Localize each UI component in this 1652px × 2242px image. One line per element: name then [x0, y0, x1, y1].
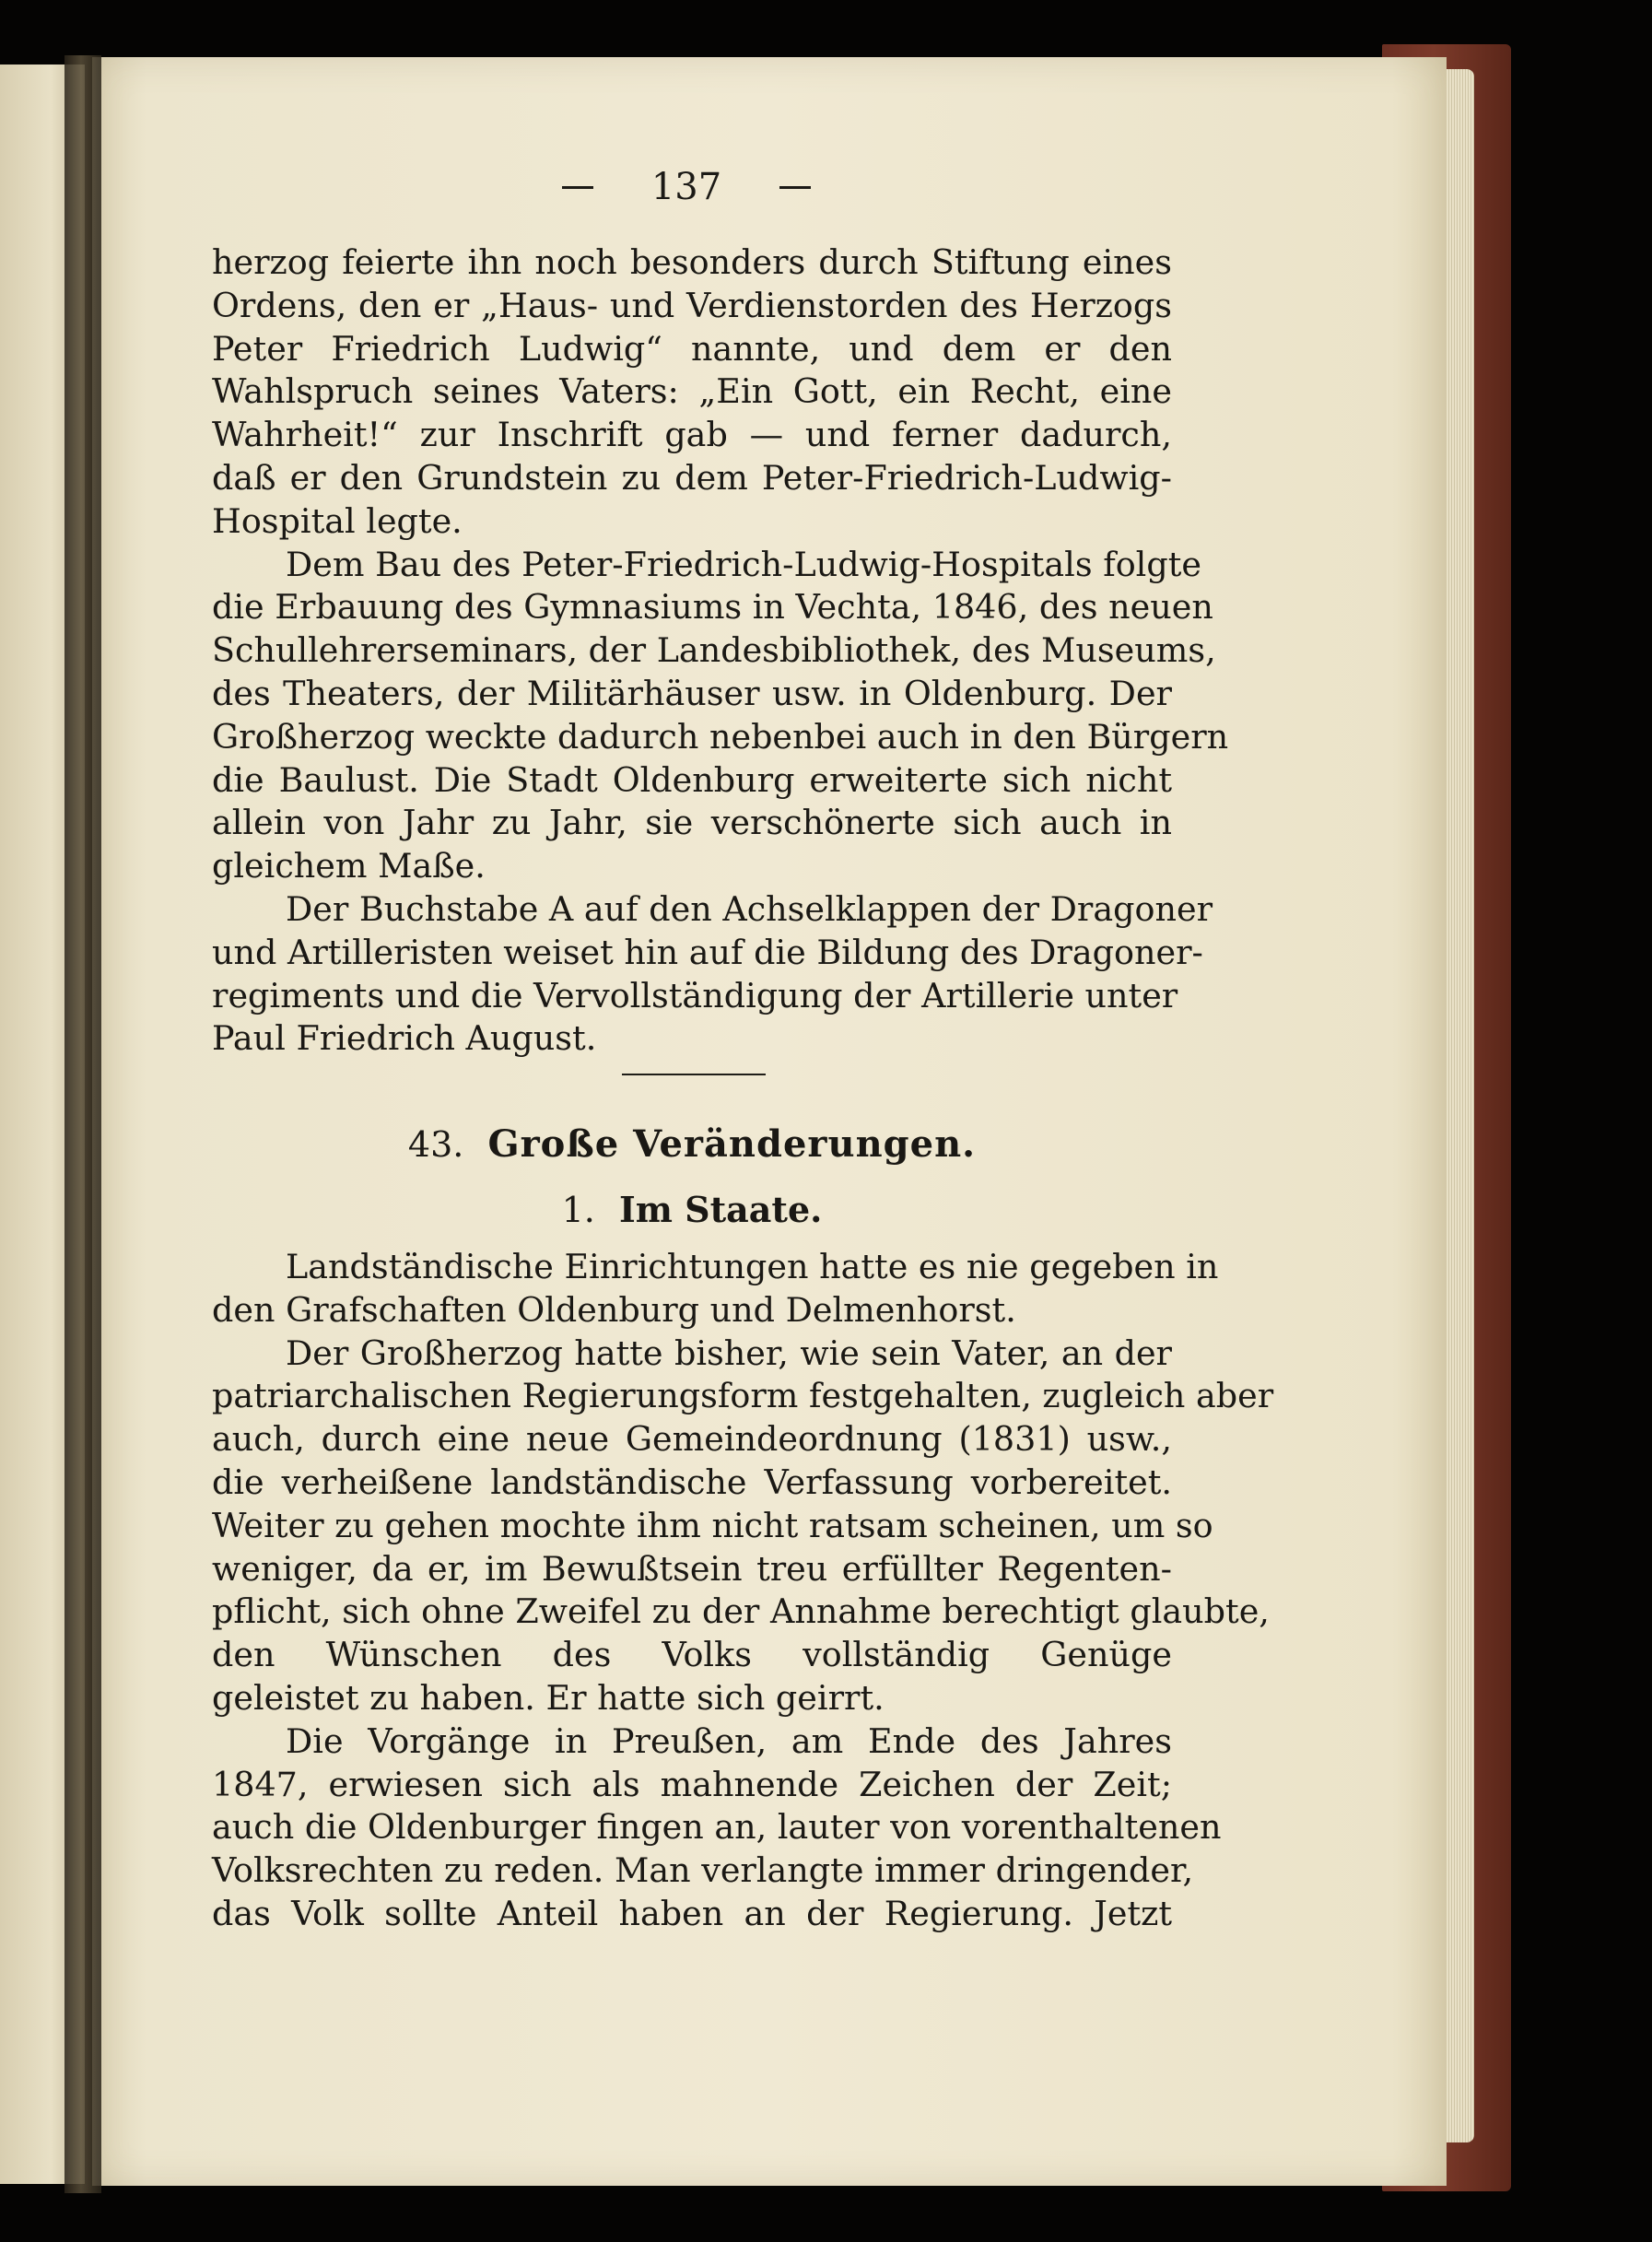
text-line: herzog feierte ihn noch besonders durch Stiftung eines: [212, 242, 1172, 282]
page-number: 137: [650, 166, 722, 208]
section-number: 43.: [407, 1124, 464, 1165]
text-line: Hospital legte.: [212, 500, 463, 541]
text-line: Großherzog weckte dadurch nebenbei auch in den Bürgern: [212, 716, 1229, 757]
text-line: gleichem Maße.: [212, 846, 486, 886]
text-line: Dem Bau des Peter-Friedrich-Ludwig-Hospitals folgte: [286, 544, 1201, 584]
text-line: weniger, da er, im Bewußtsein treu erfüllter Regenten-: [212, 1548, 1172, 1589]
subsection-number: 1.: [561, 1190, 595, 1230]
text-line: Wahrheit!“ zur Inschrift gab — und ferner dadurch,: [212, 415, 1172, 455]
text-line: das Volk sollte Anteil haben an der Regierung. Jetzt: [212, 1893, 1172, 1933]
text-line: Landständische Einrichtungen hatte es nie gegeben in: [286, 1247, 1219, 1286]
text-line: patriarchalischen Regierungsform festgehalten, zugleich aber: [212, 1376, 1274, 1416]
text-line: die verheißene landständische Verfassung vorbereitet.: [212, 1461, 1172, 1502]
subsection-heading: [212, 1189, 1172, 1230]
header-dash-left: [562, 186, 593, 189]
text-line: Paul Friedrich August.: [212, 1018, 597, 1059]
text-line: Der Buchstabe A auf den Achselklappen der Dragoner: [286, 888, 1213, 929]
text-line: auch die Oldenburger fingen an, lauter von vorenthaltenen: [212, 1807, 1222, 1848]
text-line: regiments und die Vervollständigung der Artillerie unter: [212, 975, 1178, 1015]
text-line: auch, durch eine neue Gemeindeordnung (1831) usw.,: [212, 1419, 1172, 1460]
text-line: des Theaters, der Militärhäuser usw. in Oldenburg. Der: [212, 673, 1172, 713]
text-line: pflicht, sich ohne Zweifel zu der Annahme berechtigt glaubte,: [212, 1591, 1270, 1632]
text-line: Die Vorgänge in Preußen, am Ende des Jahres: [286, 1720, 1172, 1761]
subsection-title: Im Staate.: [618, 1189, 823, 1230]
section-divider: [622, 1074, 766, 1075]
text-line: Peter Friedrich Ludwig“ nannte, und dem er den: [212, 328, 1172, 369]
text-line: Volksrechten zu reden. Man verlangte immer dringender,: [212, 1850, 1194, 1891]
text-line: Der Großherzog hatte bisher, wie sein Vater, an der: [286, 1332, 1172, 1373]
text-block-upper: [212, 241, 1229, 1061]
text-line: die Erbauung des Gymnasiums in Vechta, 1846, des neuen: [212, 587, 1213, 628]
text-line: Schullehrerseminars, der Landesbibliothek, des Museums,: [212, 630, 1216, 671]
text-line: 1847, erwiesen sich als mahnende Zeichen der Zeit;: [212, 1764, 1172, 1804]
text-line: und Artilleristen weiset hin auf die Bildung des Dragoner-: [212, 932, 1203, 972]
text-line: die Baulust. Die Stadt Oldenburg erweiterte sich nicht: [212, 759, 1172, 800]
text-line: Ordens, den er „Haus- und Verdienstorden des Herzogs: [212, 285, 1172, 325]
section-title: Große Veränderungen.: [487, 1122, 977, 1166]
header-dash-right: [779, 186, 811, 189]
text-line: geleistet zu haben. Er hatte sich geirrt.: [212, 1677, 885, 1718]
text-line: allein von Jahr zu Jahr, sie verschönerte sich auch in: [212, 803, 1172, 843]
text-block-lower: [212, 1246, 1274, 1936]
page-header: [562, 166, 811, 208]
text-line: den Grafschaften Oldenburg und Delmenhorst.: [212, 1289, 1016, 1330]
text-line: Weiter zu gehen mochte ihm nicht ratsam scheinen, um so: [212, 1505, 1213, 1545]
section-heading: [212, 1122, 1172, 1166]
book-gutter: [64, 55, 101, 2193]
text-line: daß er den Grundstein zu dem Peter-Friedrich-Ludwig-: [212, 457, 1172, 498]
text-line: Wahlspruch seines Vaters: „Ein Gott, ein Recht, eine: [212, 371, 1172, 412]
text-line: den Wünschen des Volks vollständig Genüge: [212, 1635, 1172, 1675]
